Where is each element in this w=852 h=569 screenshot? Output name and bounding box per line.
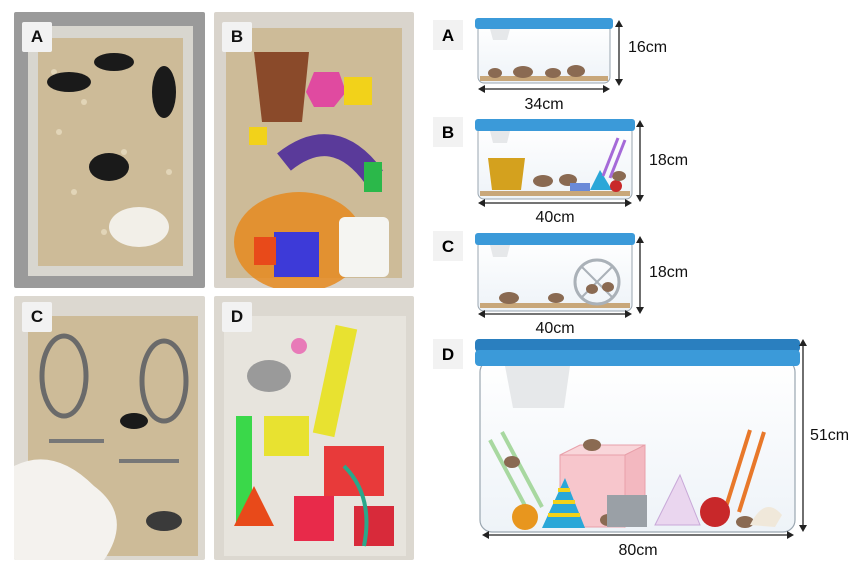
diagram-c-height: 18cm — [649, 264, 689, 281]
diagram-d-ball-red — [700, 497, 730, 527]
mouse-icon — [499, 292, 519, 304]
diagram-d-lid — [475, 350, 800, 366]
mouse-icon — [533, 175, 553, 187]
photo-cage-b-image — [214, 12, 414, 288]
diagram-c-width: 40cm — [535, 320, 575, 337]
diagram-c-lid — [475, 233, 635, 245]
diagram-b-block — [570, 183, 590, 191]
photo-cage-a — [14, 12, 205, 288]
diagram-a — [433, 18, 667, 113]
mouse-icon — [602, 282, 614, 292]
mouse-icon — [513, 66, 533, 78]
photo-label-c: C — [22, 302, 52, 332]
diagram-d-ball-orange — [512, 504, 538, 530]
photo-cage-d-image — [214, 296, 414, 560]
diagram-d-tube — [607, 495, 647, 527]
diagram-b-food-hopper — [490, 131, 510, 143]
mouse-icon — [545, 68, 561, 78]
diagram-d — [433, 339, 849, 559]
diagram-b-lid — [475, 119, 635, 131]
diagram-d-label: D — [441, 345, 455, 364]
diagram-d-food-hopper — [505, 366, 570, 408]
cage-diagrams — [420, 0, 852, 569]
diagram-d-height: 51cm — [810, 427, 850, 444]
diagram-b-width: 40cm — [535, 209, 575, 226]
photo-label-d: D — [222, 302, 252, 332]
photo-label-b: B — [222, 22, 252, 52]
mouse-icon — [612, 171, 626, 181]
diagram-b-bedding — [480, 191, 630, 196]
photo-cage-c-image — [14, 296, 205, 560]
mouse-icon — [583, 439, 601, 451]
diagram-a-lid — [475, 18, 613, 29]
diagram-a-width: 34cm — [524, 96, 564, 113]
diagram-a-label: A — [441, 26, 455, 45]
diagram-b — [433, 117, 688, 226]
photo-cage-b — [214, 12, 414, 288]
diagram-a-height: 16cm — [628, 39, 668, 56]
mouse-icon — [488, 68, 502, 78]
diagram-b-pot — [488, 158, 525, 190]
photo-cage-a-image — [14, 12, 205, 288]
mouse-icon — [736, 516, 754, 528]
diagram-b-height: 18cm — [649, 152, 689, 169]
diagram-c — [433, 231, 688, 337]
photo-cage-d — [214, 296, 414, 560]
diagram-d-width: 80cm — [618, 542, 658, 559]
diagram-a-food-hopper — [490, 29, 510, 40]
diagram-b-label: B — [441, 123, 455, 142]
mouse-icon — [504, 456, 520, 468]
mouse-icon — [567, 65, 585, 77]
photo-cage-c — [14, 296, 205, 560]
photo-label-a: A — [22, 22, 52, 52]
diagram-c-food-hopper — [490, 245, 510, 257]
diagram-c-label: C — [441, 237, 455, 256]
diagram-b-ball — [610, 180, 622, 192]
mouse-icon — [586, 284, 598, 294]
diagram-c-bedding — [480, 303, 630, 308]
mouse-icon — [548, 293, 564, 303]
